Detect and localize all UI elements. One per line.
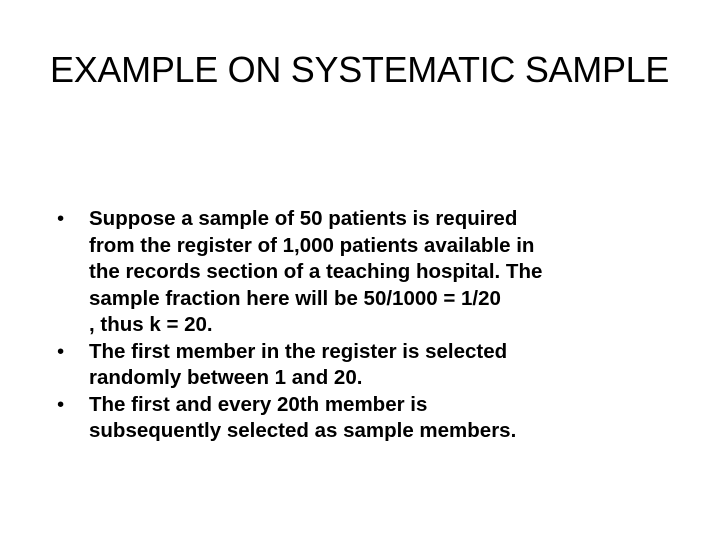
bullet-item-3: [57, 392, 657, 445]
bullet-line: sample fraction here will be 50/1000 = 1/20: [89, 286, 501, 310]
bullet-line: subsequently selected as sample members.: [89, 419, 517, 442]
bullet-item-2: [57, 339, 657, 392]
bullet-icon: •: [57, 392, 65, 416]
bullet-line: the records section of a teaching hospital. The: [89, 260, 543, 283]
bullet-icon: •: [57, 207, 65, 230]
bullet-item-1: [57, 206, 657, 339]
bullet-line: from the register of 1,000 patients available in: [89, 233, 535, 257]
bullet-icon: •: [57, 339, 65, 363]
bullet-list: [57, 206, 657, 445]
slide-title: EXAMPLE ON SYSTEMATIC SAMPLE: [50, 49, 670, 90]
bullet-line: The first and every 20th member is: [89, 392, 428, 416]
bullet-line: The first member in the register is selected: [89, 339, 508, 363]
bullet-line: randomly between 1 and 20.: [89, 366, 363, 389]
bullet-line: Suppose a sample of 50 patients is required: [89, 207, 518, 230]
bullet-line: , thus k = 20.: [89, 313, 213, 336]
